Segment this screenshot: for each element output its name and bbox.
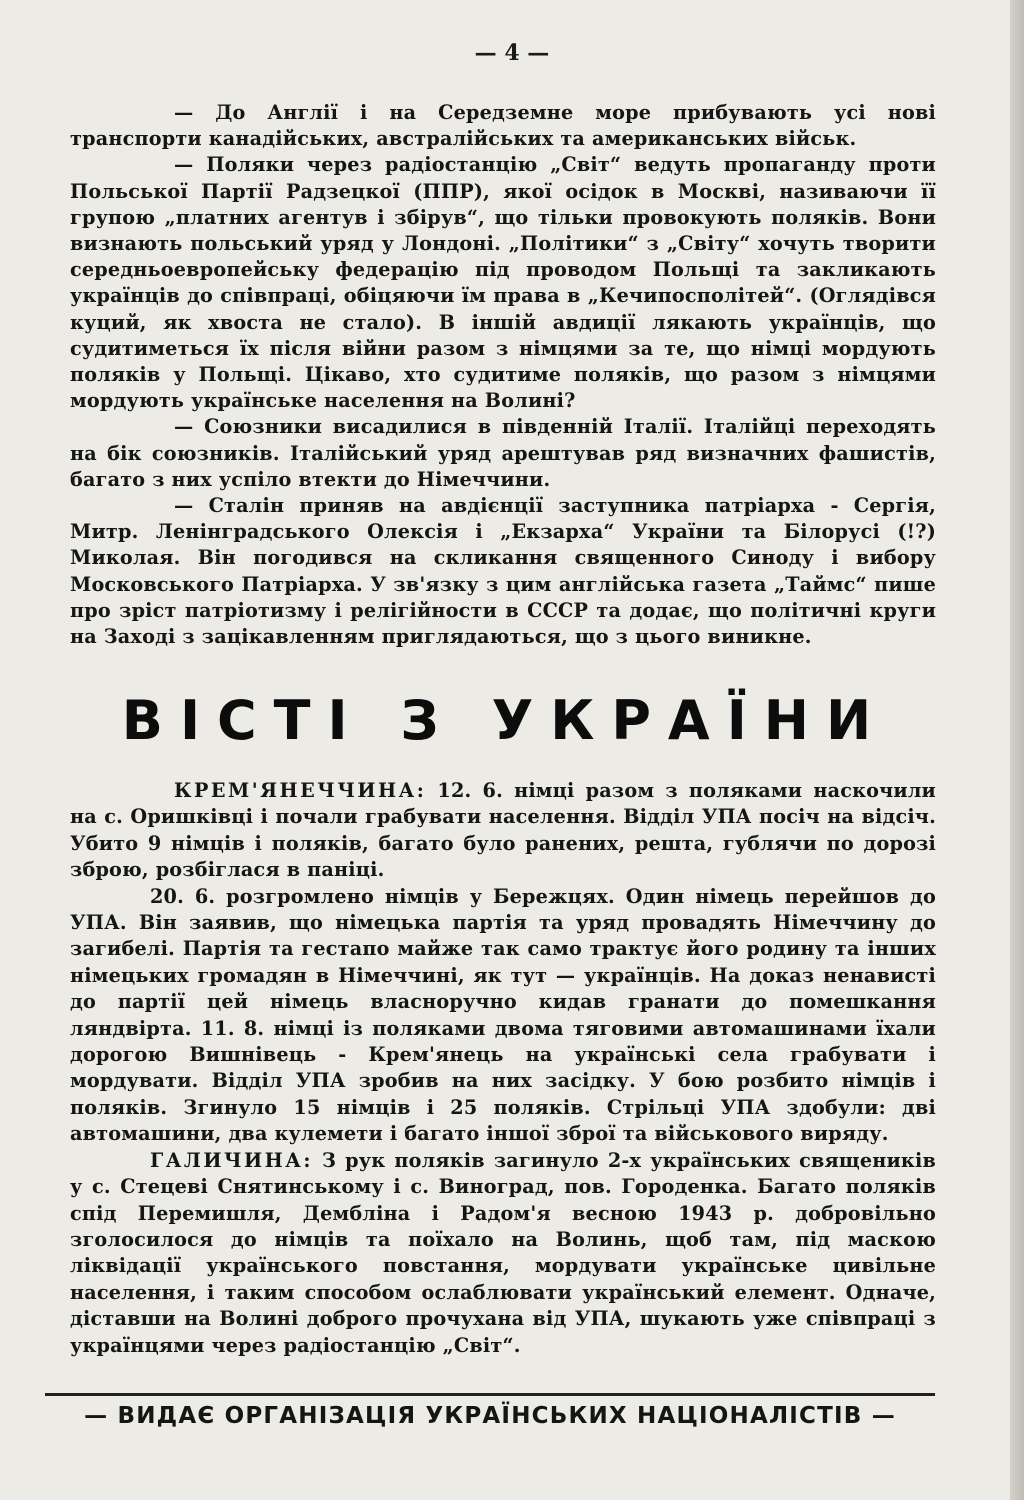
news-paragraph: — Сталін приняв на авдієнції заступника патріарха - Сергія, Митр. Ленінградського Олексія і „Екзарха“ України та Білорусі (!?) Миколая. Він погодився на скликання священного Синоду і вибору Московського Патріарха. У зв'язку з цим англійська газета „Таймс“ пише про зріст патріотизму і релігійности в СССР та додає, що політичні круги на Заході з зацікавленням приглядаються, що з цього виникне. xyxy=(70,494,936,649)
report-paragraph xyxy=(70,884,936,1148)
report-text: 12. 6. німці разом з поляками наскочили на с. Оришківці і почали грабувати населення. Відділ УПА посіч на відсіч. Убито 9 німців і поляків, багато було ранених, решта, гублячи по дорозі зброю, розбіглася в паніці. xyxy=(70,779,936,882)
news-paragraph: — Поляки через радіостанцію „Світ“ ведуть пропаганду проти Польської Партії Радзецкої (ППР), якої осідок в Москві, називаючи її групою „платних агентув і збірув“, що тільки провокують поляків. Вони визнають польський уряд у Лондоні. „Політики“ з „Світу“ хочуть творити середньоевропейську федерацію під проводом Польщі та закликають українців до співпраці, обіцяючи їм права в „Кечипосполітей“. (Оглядівся куций, як хвоста не стало). В іншій авдиції лякають українців, що судитиметься їх після війни разом з німцями за те, що німці мордують поляків у Польщі. Цікаво, хто судитиме поляків, що разом з німцями мордують українське населення на Волині? xyxy=(70,153,936,413)
report-paragraph xyxy=(70,1148,936,1359)
publisher-footer: — ВИДАЄ ОРГАНІЗАЦІЯ УКРАЇНСЬКИХ НАЦІОНАЛІСТІВ — xyxy=(84,1403,896,1429)
region-name: ГАЛИЧИНА: xyxy=(150,1148,313,1172)
region-name: КРЕМ'ЯНЕЧЧИНА: xyxy=(174,779,427,802)
report-paragraph xyxy=(70,778,936,884)
section-headline: ВІСТІ З УКРАЇНИ xyxy=(121,689,889,752)
news-paragraph: — Союзники висадилися в південній Італії. Італійці переходять на бік союзників. Італійський уряд арештував ряд визначних фашистів, багато з них успіло втекти до Німеччини. xyxy=(70,415,936,491)
report-text: 20. 6. розгромлено німців у Бережцях. Один німець перейшов до УПА. Він заявив, що німецька партія та уряд провадять Німеччину до загибелі. Партія та гестапо майже так само трактує його родину та інших німецьких громадян в Німеччині, як тут — українців. На доказ ненависті до партії цей німець власноручно кидав гранати до помешкання ляндвірта. 11. 8. німці із поляками двома тяговими автомашинами їхали дорогою Вишнівець - Крем'янець на українські села грабувати і мордувати. Відділ УПА зробив на них засідку. У бою розбито німців і поляків. Згинуло 15 німців і 25 поляків. Стрільці УПА здобули: дві автомашини, два кулемети і багато іншої зброї та військового виряду. xyxy=(70,884,936,1146)
news-paragraph: — До Англії і на Середземне море прибувають усі нові транспорти канадійських, австралійських та американських військ. xyxy=(70,101,936,151)
page-binding-edge xyxy=(1010,0,1024,1500)
report-text: З рук поляків загинуло 2-х українських священиків у с. Стецеві Снятинському і с. Виноград, пов. Городенка. Багато поляків спід Перемишля, Дембліна і Радом'я весною 1943 р. добровільно зголосилося до німців та поїхало на Волинь, щоб там, під маскою ліквідації українського повстання, мордувати українське цивільне населення, і таким способом ослаблювати український елемент. Одначе, діставши на Волині доброго прочухана від УПА, шукають уже співпраці з українцями через радіостанцію „Світ“. xyxy=(70,1148,936,1357)
footer-divider xyxy=(45,1393,935,1396)
reports-section xyxy=(70,778,936,1359)
news-section xyxy=(70,100,936,650)
page-number: — 4 — xyxy=(474,40,550,66)
